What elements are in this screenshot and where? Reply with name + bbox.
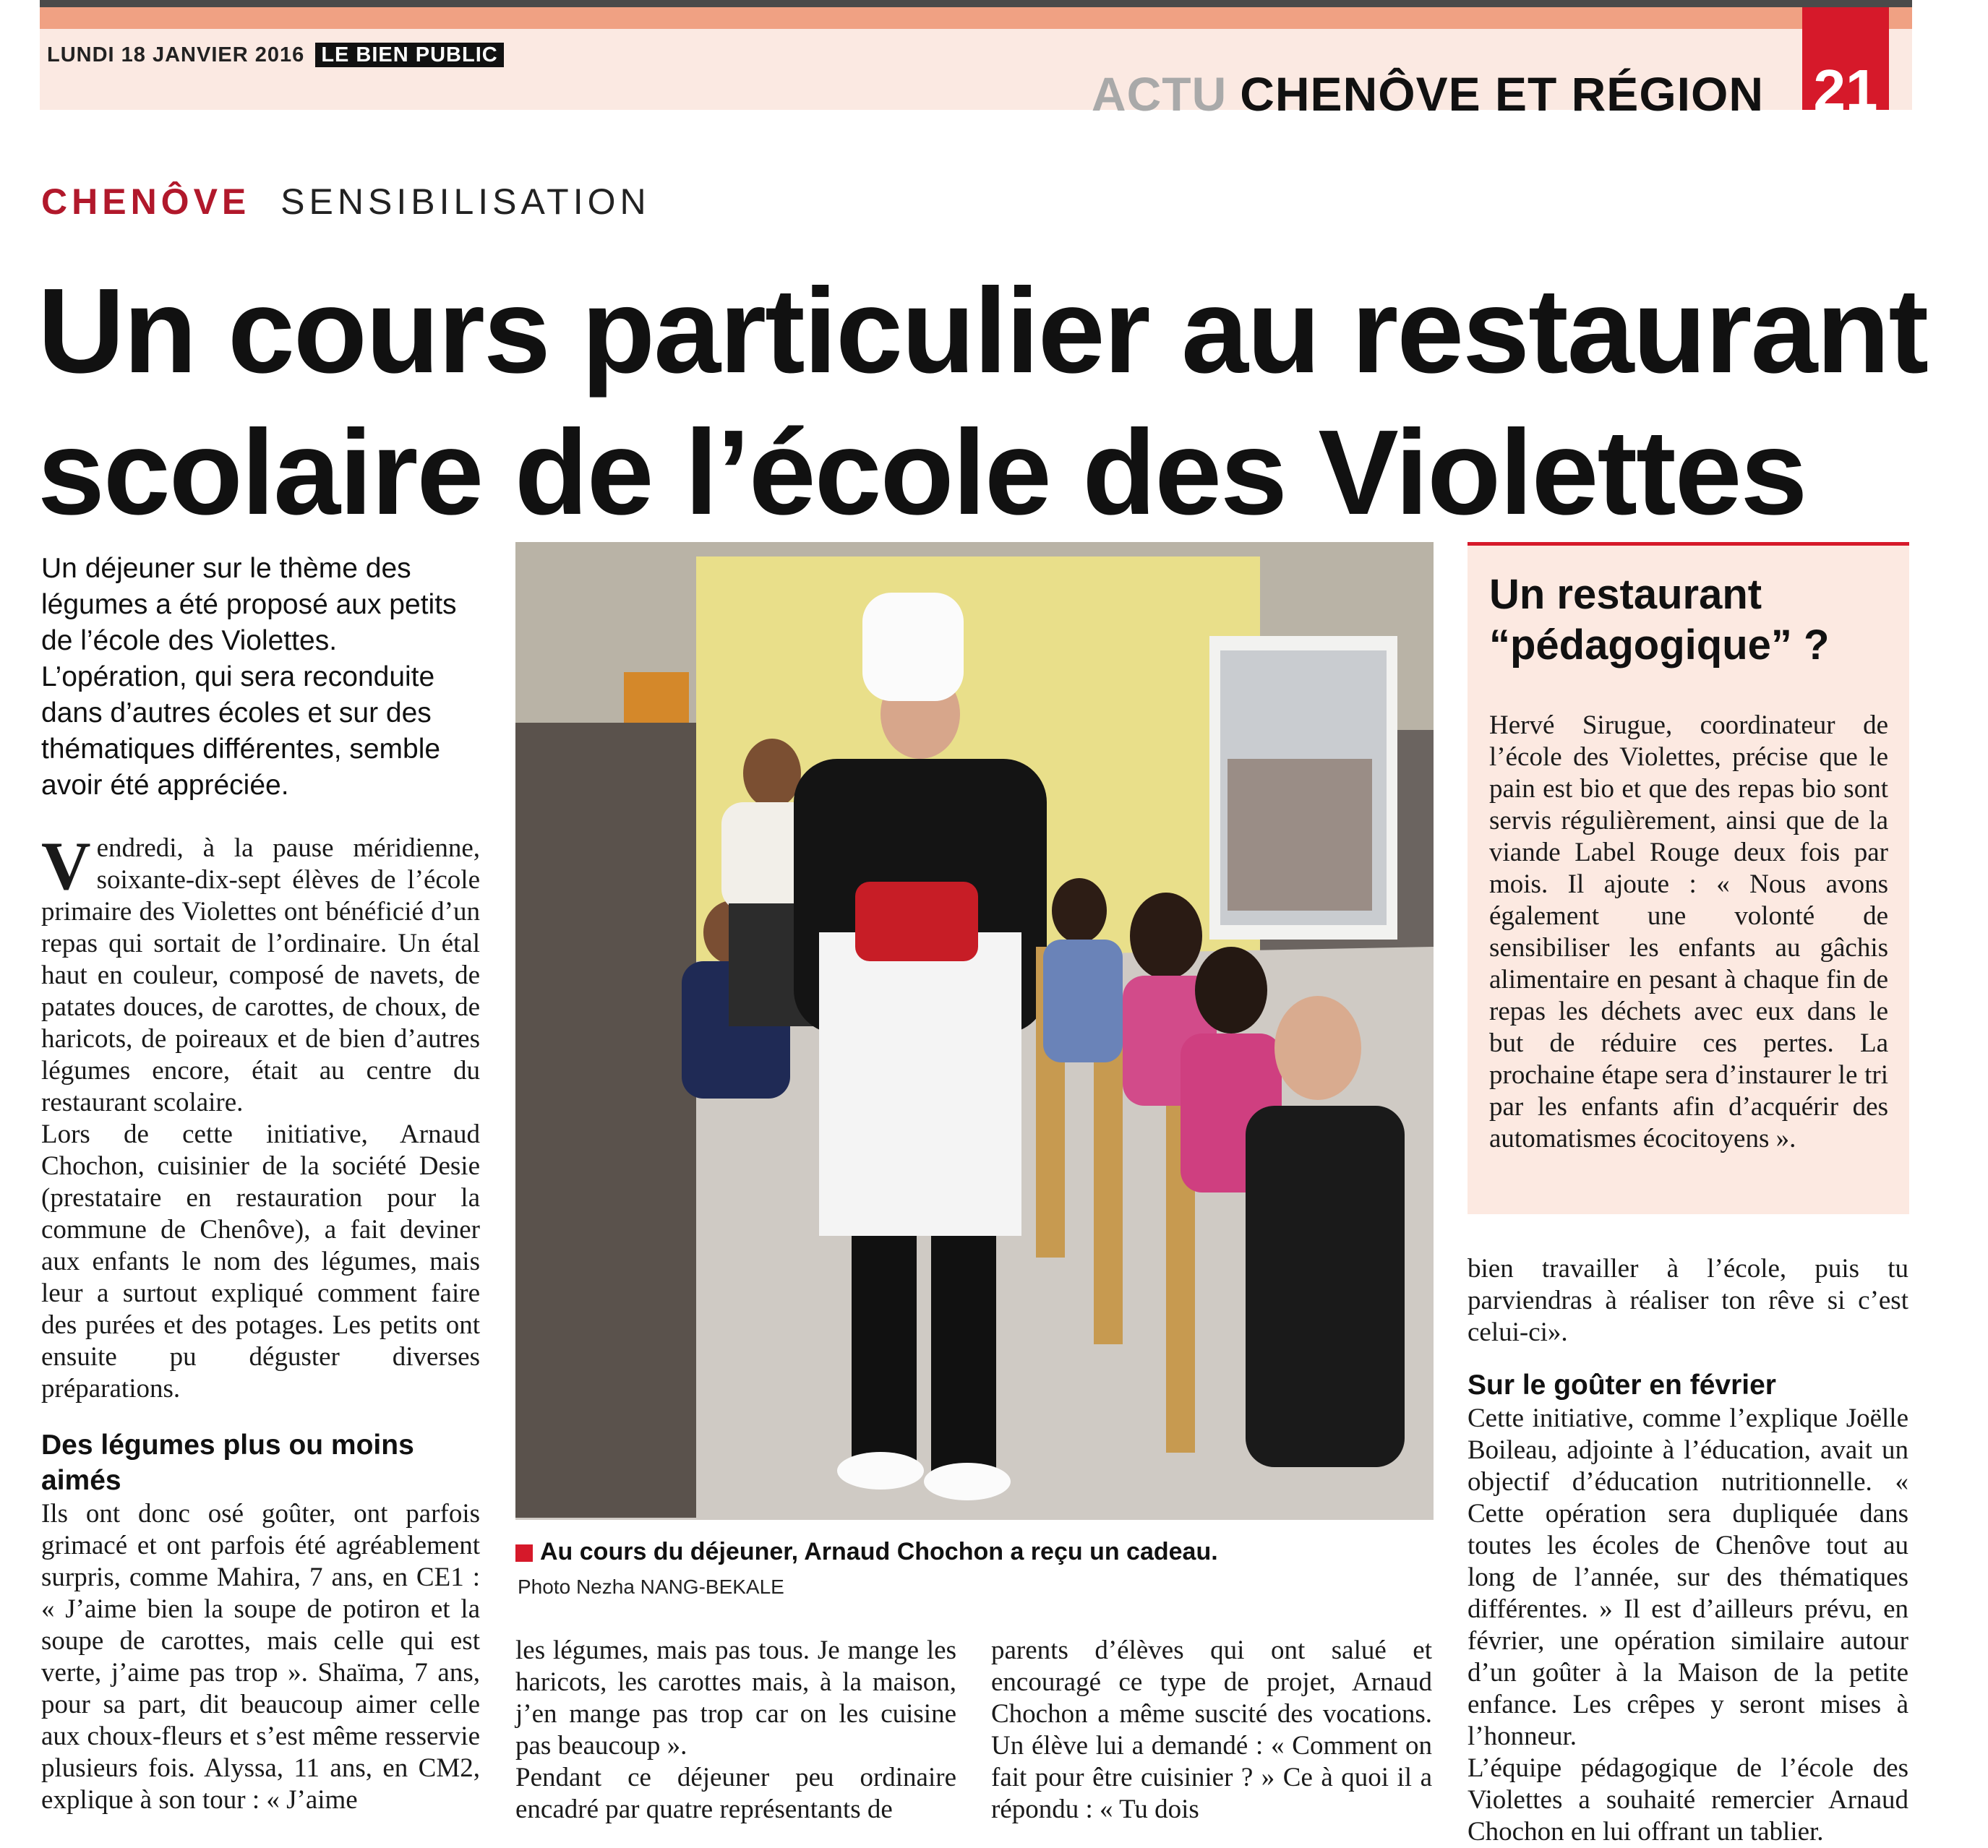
body-paragraph-1: Vendredi, à la pause méridienne, soixante-dix-sept élèves de l’école primaire des Violettes ont bénéficié d’un repas qui sortait de l’ordinaire. Un étal haut en couleur, composé de navets, de patates douces, de carottes, de choux, de haricots, de poireaux et de bien d’autres légumes encore, était au centre du restaurant scolaire.	[41, 828, 480, 1117]
section-prefix: ACTU	[1091, 67, 1227, 121]
subheading-1: Des légumes plus ou moins aimés	[41, 1430, 414, 1496]
subheading-2: Sur le goûter en février	[1468, 1370, 1776, 1401]
article-column-4	[1468, 1253, 1908, 1848]
header-band-accent	[40, 7, 1912, 29]
article-column-2	[515, 1635, 956, 1826]
caption-text: Au cours du déjeuner, Arnaud Chochon a reçu un cadeau.	[540, 1538, 1218, 1565]
kicker-location: CHENÔVE	[41, 181, 251, 222]
page-number: 21	[1802, 7, 1889, 110]
issue-date: LUNDI 18 JANVIER 2016	[47, 43, 305, 66]
body-paragraph-6: L’équipe pédagogique de l’école des Violettes a souhaité remercier Arnaud Chochon en lui offrant un tablier.	[1468, 1753, 1908, 1847]
caption-marker-icon	[515, 1544, 533, 1562]
drop-cap: V	[41, 828, 91, 904]
body-paragraph-4-end: bien travailler à l’école, puis tu parviendras à réaliser ton rêve si c’est celui-ci».	[1468, 1254, 1908, 1347]
photo-caption	[515, 1538, 1434, 1566]
body-paragraph-4-continued: parents d’élèves qui ont salué et encouragé ce type de projet, Arnaud Chochon a même suscité des vocations. Un élève lui a demandé : « Comment on fait pour être cuisinier ? » Ce à quoi il a répondu : « Tu dois	[991, 1636, 1432, 1824]
body-paragraph-4: Pendant ce déjeuner peu ordinaire encadré par quatre représentants de	[515, 1763, 956, 1824]
article-lead: Un déjeuner sur le thème des légumes a été proposé aux petits de l’école des Violettes. L’opération, qui sera reconduite dans d’autres écoles et sur des thématiques différentes, semble avoir été appréciée.	[41, 553, 457, 801]
article-column-1	[41, 828, 480, 1405]
sidebar-body: Hervé Sirugue, coordinateur de l’école des Violettes, précise que le pain est bio et que des repas bio sont servis régulièrement, ainsi que de la viande Label Rouge deux fois par mois. Il ajoute : « Nous avons également une volonté de sensibiliser les enfants au gâchis alimentaire en pesant à chaque fin de repas les déchets avec eux dans le but de réduire ces pertes. La prochaine étape sera d’instaurer le tri par les enfants afin d’acquérir des automatismes écocitoyens ».	[1489, 710, 1888, 1153]
body-paragraph-3-continued: les légumes, mais pas tous. Je mange les haricots, les carottes mais, à la maison, j’en mange pas trop car on les cuisine pas beaucoup ».	[515, 1636, 956, 1761]
sidebar-title	[1489, 570, 1894, 671]
paper-name: LE BIEN PUBLIC	[315, 43, 503, 67]
body-paragraph-3: Ils ont donc osé goûter, ont parfois grimacé et ont parfois été agréablement surpris, comme Mahira, 7 ans, en CE1 : « J’aime bien la soupe de potiron et la soupe de carottes, mais celle qui est verte, j’aime pas trop ». Shaïma, 7 ans, pour sa part, dit beaucoup aimer celle aux choux-fleurs et s’est même resservie plusieurs fois. Alyssa, 11 ans, en CM2, explique à son tour : « J’aime	[41, 1499, 480, 1815]
header-top-rule	[40, 0, 1912, 7]
photo-credit: Photo Nezha NANG-BEKALE	[518, 1576, 784, 1598]
headline-line-1: Un cours particulier au restaurant	[38, 264, 1928, 398]
article-photo	[515, 542, 1434, 1520]
sidebar-title-line-1: Un restaurant	[1489, 571, 1762, 618]
kicker-topic: SENSIBILISATION	[280, 181, 651, 222]
article-column-3	[991, 1635, 1432, 1826]
section-name: CHENÔVE ET RÉGION	[1240, 67, 1764, 121]
body-paragraph-2: Lors de cette initiative, Arnaud Chochon, cuisinier de la société Desie (prestataire en restauration pour la commune de Chenôve), a fait deviner aux enfants le nom des légumes, mais leur a surtout expliqué comment faire des purées et des potages. Les petits ont ensuite pu déguster diverses préparations.	[41, 1119, 480, 1404]
headline	[38, 260, 1953, 543]
photo-chef-with-children	[515, 542, 1434, 1520]
kicker	[41, 181, 651, 223]
article-column-1-lower	[41, 1427, 480, 1816]
headline-line-2: scolaire de l’école des Violettes	[38, 405, 1807, 540]
sidebar-title-line-2: “pédagogique” ?	[1489, 622, 1830, 669]
issue-date-line	[47, 43, 504, 67]
body-paragraph-5: Cette initiative, comme l’explique Joëlle Boileau, adjointe à l’éducation, avait un objectif d’éducation nutritionnelle. « Cette opération sera dupliquée dans toutes les écoles de Chenôve tout au long de l’année, sur des thématiques différentes. » Il est d’ailleurs prévu, en février, une opération similaire autour d’un goûter à la Maison de la petite enfance. Les crêpes y seront mises à l’honneur.	[1468, 1404, 1908, 1751]
section-heading	[1092, 66, 1764, 121]
